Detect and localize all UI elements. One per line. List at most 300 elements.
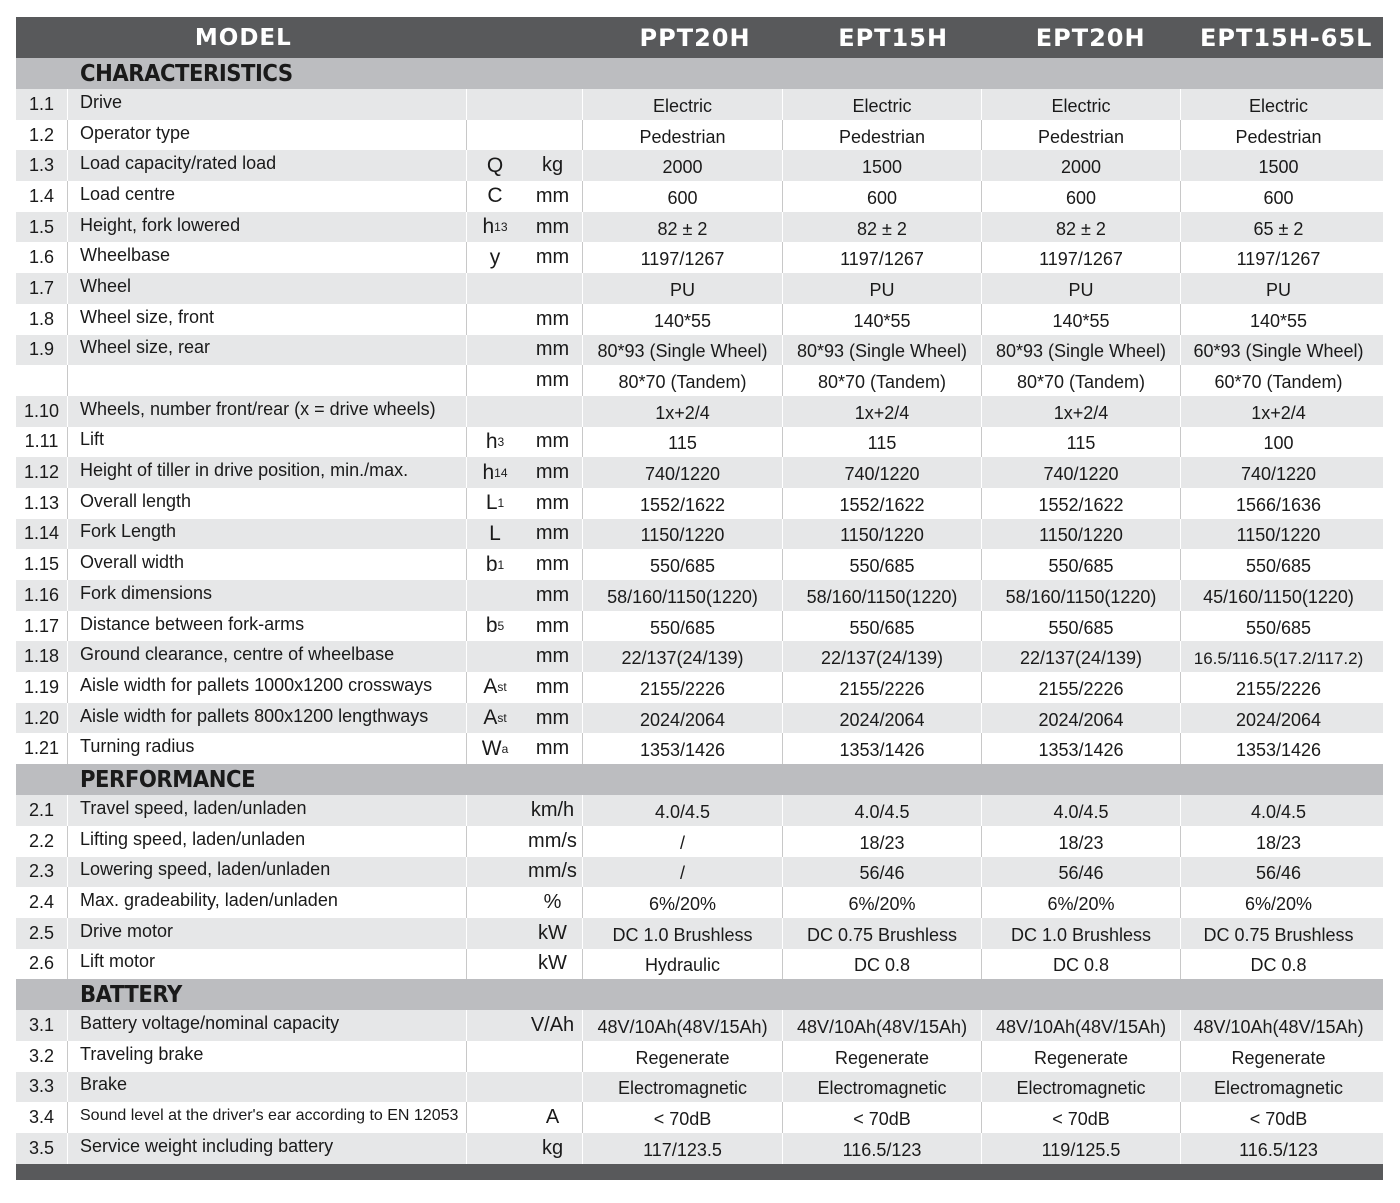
- row-description: Wheels, number front/rear (x = drive wheels): [68, 396, 467, 427]
- row-number: 1.14: [16, 519, 68, 550]
- table-row: [16, 703, 1383, 734]
- value-cell: Regenerate: [1231, 1047, 1326, 1068]
- value-cell: Regenerate: [583, 1041, 783, 1072]
- model-name: EPT20H: [1035, 23, 1146, 52]
- value-cell: 1353/1426: [583, 733, 783, 764]
- row-number: 1.8: [16, 304, 68, 335]
- row-number: 1.4: [16, 181, 68, 212]
- section-header: [16, 58, 1383, 89]
- table-row: [16, 304, 1383, 335]
- symbol-subscript: st: [497, 680, 507, 695]
- symbol-subscript: 3: [497, 434, 505, 449]
- value-cell: Electric: [783, 89, 982, 120]
- value-cell: Pedestrian: [982, 120, 1181, 151]
- row-number: 2.3: [16, 857, 68, 888]
- value-cell: < 70dB: [1249, 1109, 1308, 1130]
- value-cell: 56/46: [1255, 863, 1302, 884]
- row-unit: mm: [523, 304, 583, 335]
- value-cell: 48V/10Ah(48V/15Ah): [1193, 1017, 1364, 1038]
- row-symbol: [467, 242, 523, 273]
- table-footer-bar: [16, 1164, 1383, 1180]
- row-description: Load capacity/rated load: [68, 150, 467, 181]
- value-cell: DC 0.8: [783, 949, 982, 980]
- symbol-letter: h: [482, 215, 495, 239]
- table-row: [16, 120, 1383, 151]
- row-symbol: [467, 519, 523, 550]
- row-symbol: [467, 396, 523, 427]
- value-cell: 100: [1263, 433, 1294, 454]
- symbol-letter: b: [485, 552, 498, 576]
- model-name: EPT15H-65L: [1199, 23, 1373, 52]
- value-cell: Electromagnetic: [982, 1072, 1181, 1103]
- symbol-subscript: st: [497, 711, 507, 726]
- row-unit: kW: [523, 918, 583, 949]
- row-description: Operator type: [68, 120, 467, 151]
- row-description: Battery voltage/nominal capacity: [68, 1010, 467, 1041]
- value-cell: < 70dB: [783, 1102, 982, 1133]
- value-cell: 60*93 (Single Wheel): [1193, 341, 1364, 362]
- value-cell: 2000: [583, 150, 783, 181]
- row-number: 2.6: [16, 949, 68, 980]
- row-unit: mm: [523, 672, 583, 703]
- row-symbol: [467, 1133, 523, 1164]
- row-number: 1.10: [16, 396, 68, 427]
- row-symbol: [467, 703, 523, 734]
- value-cell: 600: [583, 181, 783, 212]
- model-name: EPT15H: [838, 23, 949, 52]
- table-row: [16, 918, 1383, 949]
- value-cell: 45/160/1150(1220): [1203, 586, 1354, 607]
- row-unit: mm: [523, 611, 583, 642]
- value-cell: 2024/2064: [982, 703, 1181, 734]
- table-row: [16, 365, 1383, 396]
- row-description: Ground clearance, centre of wheelbase: [68, 641, 467, 672]
- row-description: Fork dimensions: [68, 580, 467, 611]
- row-unit: [523, 1072, 583, 1103]
- value-cell: 48V/10Ah(48V/15Ah): [783, 1010, 982, 1041]
- value-cell: 740/1220: [982, 457, 1181, 488]
- value-cell: 4.0/4.5: [783, 795, 982, 826]
- value-cell: /: [583, 826, 783, 857]
- value-cell: DC 0.75 Brushless: [783, 918, 982, 949]
- table-row: [16, 1072, 1383, 1103]
- symbol-subscript: 5: [497, 619, 505, 634]
- row-unit: mm: [523, 365, 583, 396]
- value-cell: DC 0.75 Brushless: [1203, 924, 1354, 945]
- value-cell: DC 0.8: [1250, 955, 1307, 976]
- value-cell: 60*70 (Tandem): [1214, 372, 1343, 393]
- row-symbol: [467, 1041, 523, 1072]
- row-description: Fork Length: [68, 519, 467, 550]
- value-cell: Electric: [583, 89, 783, 120]
- row-unit: [523, 120, 583, 151]
- row-symbol: [467, 1102, 523, 1133]
- value-cell: 600: [783, 181, 982, 212]
- value-cell: 550/685: [982, 549, 1181, 580]
- value-cell: 1500: [783, 150, 982, 181]
- row-unit: mm: [523, 549, 583, 580]
- section-title: PERFORMANCE: [80, 766, 256, 793]
- row-symbol: [467, 918, 523, 949]
- value-cell: 740/1220: [783, 457, 982, 488]
- row-number: 1.13: [16, 488, 68, 519]
- value-cell: 1197/1267: [982, 242, 1181, 273]
- row-unit: mm: [523, 335, 583, 366]
- value-cell: 22/137(24/139): [783, 641, 982, 672]
- row-number: 1.5: [16, 212, 68, 243]
- value-cell: 6%/20%: [1244, 894, 1313, 915]
- table-row: [16, 519, 1383, 550]
- row-symbol: [467, 120, 523, 151]
- row-number: 1.3: [16, 150, 68, 181]
- row-unit: kW: [523, 949, 583, 980]
- value-cell: 56/46: [982, 857, 1181, 888]
- row-number: 3.1: [16, 1010, 68, 1041]
- row-symbol: [467, 304, 523, 335]
- table-row: [16, 150, 1383, 181]
- section-title: BATTERY: [80, 981, 182, 1008]
- value-cell: 1150/1220: [1236, 525, 1321, 546]
- row-symbol: [467, 826, 523, 857]
- value-cell: DC 1.0 Brushless: [982, 918, 1181, 949]
- row-number: 1.18: [16, 641, 68, 672]
- value-cell: 2024/2064: [583, 703, 783, 734]
- value-cell: 1x+2/4: [783, 396, 982, 427]
- value-cell: 80*70 (Tandem): [982, 365, 1181, 396]
- row-unit: mm: [523, 457, 583, 488]
- table-row: [16, 335, 1383, 366]
- row-unit: mm/s: [523, 857, 583, 888]
- row-number: 2.5: [16, 918, 68, 949]
- row-symbol: [467, 89, 523, 120]
- value-cell: 18/23: [783, 826, 982, 857]
- table-body: [16, 58, 1383, 1164]
- row-description: Traveling brake: [68, 1041, 467, 1072]
- symbol-letter: h: [485, 429, 498, 453]
- value-cell: 80*93 (Single Wheel): [583, 335, 783, 366]
- value-cell: PU: [1265, 279, 1291, 300]
- value-cell: 1x+2/4: [583, 396, 783, 427]
- row-number: 1.12: [16, 457, 68, 488]
- row-number: 1.2: [16, 120, 68, 151]
- row-unit: kg: [523, 1133, 583, 1164]
- value-cell: 1197/1267: [783, 242, 982, 273]
- symbol-subscript: a: [501, 741, 509, 756]
- value-cell: 58/160/1150(1220): [982, 580, 1181, 611]
- row-unit: mm: [523, 181, 583, 212]
- row-number: 1.15: [16, 549, 68, 580]
- row-description: Load centre: [68, 181, 467, 212]
- value-cell: 140*55: [1249, 310, 1308, 331]
- row-symbol: [467, 488, 523, 519]
- value-cell: 65 ± 2: [1253, 218, 1304, 239]
- value-cell: 1150/1220: [583, 519, 783, 550]
- row-description: Service weight including battery: [68, 1133, 467, 1164]
- value-cell: 2000: [982, 150, 1181, 181]
- table-row: [16, 1133, 1383, 1164]
- row-description: Distance between fork-arms: [68, 611, 467, 642]
- value-cell: 116.5/123: [783, 1133, 982, 1164]
- value-cell: 56/46: [783, 857, 982, 888]
- model-label: MODEL: [194, 24, 292, 51]
- value-cell: Electromagnetic: [1213, 1078, 1344, 1099]
- section-header: [16, 979, 1383, 1010]
- value-cell: Electromagnetic: [583, 1072, 783, 1103]
- value-cell: 1x+2/4: [1251, 402, 1306, 423]
- value-cell: 550/685: [1245, 617, 1312, 638]
- row-description: Wheel: [68, 273, 467, 304]
- row-symbol: [467, 457, 523, 488]
- section-header: [16, 764, 1383, 795]
- value-cell: 1x+2/4: [982, 396, 1181, 427]
- symbol-letter: A: [483, 706, 498, 730]
- symbol-letter: h: [482, 460, 495, 484]
- symbol-subscript: 1: [497, 496, 505, 511]
- row-unit: %: [523, 887, 583, 918]
- value-cell: 82 ± 2: [783, 212, 982, 243]
- table-row: [16, 488, 1383, 519]
- row-number: 1.16: [16, 580, 68, 611]
- row-description: Travel speed, laden/unladen: [68, 795, 467, 826]
- value-cell: 80*93 (Single Wheel): [982, 335, 1181, 366]
- symbol-letter: C: [487, 184, 503, 208]
- row-number: 1.1: [16, 89, 68, 120]
- value-cell: 550/685: [1245, 556, 1312, 577]
- value-cell: 2024/2064: [783, 703, 982, 734]
- value-cell: 1353/1426: [1235, 740, 1322, 761]
- value-cell: 48V/10Ah(48V/15Ah): [583, 1010, 783, 1041]
- row-description: Lift: [68, 427, 467, 458]
- value-cell: 6%/20%: [783, 887, 982, 918]
- table-row: [16, 396, 1383, 427]
- row-description: Lowering speed, laden/unladen: [68, 857, 467, 888]
- row-symbol: [467, 641, 523, 672]
- table-row: [16, 212, 1383, 243]
- row-symbol: [467, 857, 523, 888]
- value-cell: < 70dB: [982, 1102, 1181, 1133]
- value-cell: Electric: [1248, 95, 1308, 116]
- model-name: PPT20H: [639, 23, 751, 52]
- symbol-subscript: 1: [497, 557, 505, 572]
- row-symbol: [467, 611, 523, 642]
- row-unit: mm: [523, 580, 583, 611]
- table-row: [16, 733, 1383, 764]
- value-cell: PU: [783, 273, 982, 304]
- row-number: 1.11: [16, 427, 68, 458]
- value-cell: 18/23: [982, 826, 1181, 857]
- value-cell: 550/685: [583, 611, 783, 642]
- value-cell: PU: [583, 273, 783, 304]
- value-cell: Pedestrian: [783, 120, 982, 151]
- value-cell: 82 ± 2: [982, 212, 1181, 243]
- row-description: Wheel size, front: [68, 304, 467, 335]
- value-cell: 58/160/1150(1220): [783, 580, 982, 611]
- value-cell: 18/23: [1255, 832, 1302, 853]
- value-cell: 1500: [1258, 157, 1299, 178]
- value-cell: 80*70 (Tandem): [783, 365, 982, 396]
- table-row: [16, 826, 1383, 857]
- table-row: [16, 273, 1383, 304]
- row-symbol: [467, 672, 523, 703]
- row-unit: mm: [523, 703, 583, 734]
- table-row: [16, 1010, 1383, 1041]
- value-cell: 1150/1220: [982, 519, 1181, 550]
- table-row: [16, 887, 1383, 918]
- row-symbol: [467, 733, 523, 764]
- value-cell: Electric: [982, 89, 1181, 120]
- row-description: Wheel size, rear: [68, 335, 467, 366]
- row-unit: mm: [523, 641, 583, 672]
- symbol-subscript: 13: [494, 220, 508, 235]
- table-row: [16, 949, 1383, 980]
- row-symbol: [467, 365, 523, 396]
- row-unit: A: [523, 1102, 583, 1133]
- row-unit: mm: [523, 212, 583, 243]
- row-unit: mm: [523, 733, 583, 764]
- table-row: [16, 1041, 1383, 1072]
- symbol-letter: A: [483, 675, 498, 699]
- value-cell: Hydraulic: [583, 949, 783, 980]
- row-unit: [523, 89, 583, 120]
- row-description: Height, fork lowered: [68, 212, 467, 243]
- row-description: Brake: [68, 1072, 467, 1103]
- value-cell: /: [583, 857, 783, 888]
- value-cell: 550/685: [583, 549, 783, 580]
- symbol-letter: Q: [486, 153, 504, 177]
- table-row: [16, 549, 1383, 580]
- value-cell: 2024/2064: [1235, 709, 1322, 730]
- value-cell: 1552/1622: [982, 488, 1181, 519]
- value-cell: 117/123.5: [583, 1133, 783, 1164]
- row-description: Sound level at the driver's ear according to EN 12053: [68, 1102, 467, 1133]
- value-cell: 116.5/123: [1239, 1139, 1318, 1160]
- row-number: 1.20: [16, 703, 68, 734]
- row-symbol: [467, 1072, 523, 1103]
- section-title: CHARACTERISTICS: [80, 60, 293, 87]
- row-description: Drive: [68, 89, 467, 120]
- row-unit: [523, 273, 583, 304]
- value-cell: 550/685: [783, 549, 982, 580]
- value-cell: 140*55: [783, 304, 982, 335]
- row-number: 2.4: [16, 887, 68, 918]
- table-row: [16, 580, 1383, 611]
- row-description: Drive motor: [68, 918, 467, 949]
- row-symbol: [467, 580, 523, 611]
- value-cell: 140*55: [583, 304, 783, 335]
- value-cell: Regenerate: [783, 1041, 982, 1072]
- value-cell: 600: [1263, 187, 1294, 208]
- row-symbol: [467, 335, 523, 366]
- row-number: 1.6: [16, 242, 68, 273]
- value-cell: 119/125.5: [982, 1133, 1181, 1164]
- row-number: [16, 365, 68, 396]
- value-cell: 740/1220: [1240, 464, 1317, 485]
- row-unit: V/Ah: [523, 1010, 583, 1041]
- value-cell: 22/137(24/139): [982, 641, 1181, 672]
- value-cell: 600: [982, 181, 1181, 212]
- row-unit: km/h: [523, 795, 583, 826]
- table-row: [16, 242, 1383, 273]
- value-cell: 115: [982, 427, 1181, 458]
- value-cell: 22/137(24/139): [583, 641, 783, 672]
- value-cell: 1552/1622: [783, 488, 982, 519]
- value-cell: Electromagnetic: [783, 1072, 982, 1103]
- value-cell: 2155/2226: [982, 672, 1181, 703]
- row-symbol: [467, 949, 523, 980]
- value-cell: 6%/20%: [583, 887, 783, 918]
- value-cell: Pedestrian: [1235, 126, 1322, 147]
- row-description: Lifting speed, laden/unladen: [68, 826, 467, 857]
- row-number: 3.2: [16, 1041, 68, 1072]
- value-cell: 4.0/4.5: [982, 795, 1181, 826]
- row-symbol: [467, 549, 523, 580]
- value-cell: 6%/20%: [982, 887, 1181, 918]
- table-row: [16, 181, 1383, 212]
- value-cell: 740/1220: [583, 457, 783, 488]
- value-cell: Pedestrian: [583, 120, 783, 151]
- value-cell: 1552/1622: [583, 488, 783, 519]
- row-number: 3.4: [16, 1102, 68, 1133]
- value-cell: 58/160/1150(1220): [583, 580, 783, 611]
- row-number: 2.2: [16, 826, 68, 857]
- symbol-letter: b: [485, 614, 498, 638]
- table-row: [16, 641, 1383, 672]
- row-symbol: [467, 150, 523, 181]
- value-cell: 48V/10Ah(48V/15Ah): [982, 1010, 1181, 1041]
- row-symbol: [467, 427, 523, 458]
- value-cell: PU: [982, 273, 1181, 304]
- table-header: [16, 17, 1383, 58]
- row-unit: [523, 1041, 583, 1072]
- row-description: Height of tiller in drive position, min./max.: [68, 457, 467, 488]
- symbol-letter: L: [485, 491, 498, 515]
- value-cell: 115: [783, 427, 982, 458]
- value-cell: 4.0/4.5: [583, 795, 783, 826]
- row-number: 1.19: [16, 672, 68, 703]
- symbol-subscript: 14: [494, 465, 508, 480]
- table-row: [16, 857, 1383, 888]
- row-symbol: [467, 887, 523, 918]
- row-description: Turning radius: [68, 733, 467, 764]
- row-unit: mm: [523, 427, 583, 458]
- row-number: 1.21: [16, 733, 68, 764]
- value-cell: 2155/2226: [1235, 678, 1322, 699]
- row-number: 2.1: [16, 795, 68, 826]
- row-unit: mm/s: [523, 826, 583, 857]
- row-unit: [523, 396, 583, 427]
- spec-sheet: [16, 17, 1383, 1180]
- value-cell: Regenerate: [982, 1041, 1181, 1072]
- row-symbol: [467, 181, 523, 212]
- table-row: [16, 457, 1383, 488]
- value-cell: DC 0.8: [982, 949, 1181, 980]
- value-cell: 2155/2226: [783, 672, 982, 703]
- value-cell: 1150/1220: [783, 519, 982, 550]
- row-number: 3.5: [16, 1133, 68, 1164]
- symbol-letter: W: [481, 736, 502, 760]
- value-cell: 1353/1426: [783, 733, 982, 764]
- row-description: Aisle width for pallets 1000x1200 crossways: [68, 672, 467, 703]
- row-symbol: [467, 273, 523, 304]
- row-symbol: [467, 212, 523, 243]
- value-cell: 1197/1267: [1236, 249, 1321, 270]
- symbol-letter: L: [489, 521, 501, 545]
- row-unit: kg: [523, 150, 583, 181]
- value-cell: 80*70 (Tandem): [583, 365, 783, 396]
- row-unit: mm: [523, 519, 583, 550]
- table-row: [16, 611, 1383, 642]
- value-cell: DC 1.0 Brushless: [583, 918, 783, 949]
